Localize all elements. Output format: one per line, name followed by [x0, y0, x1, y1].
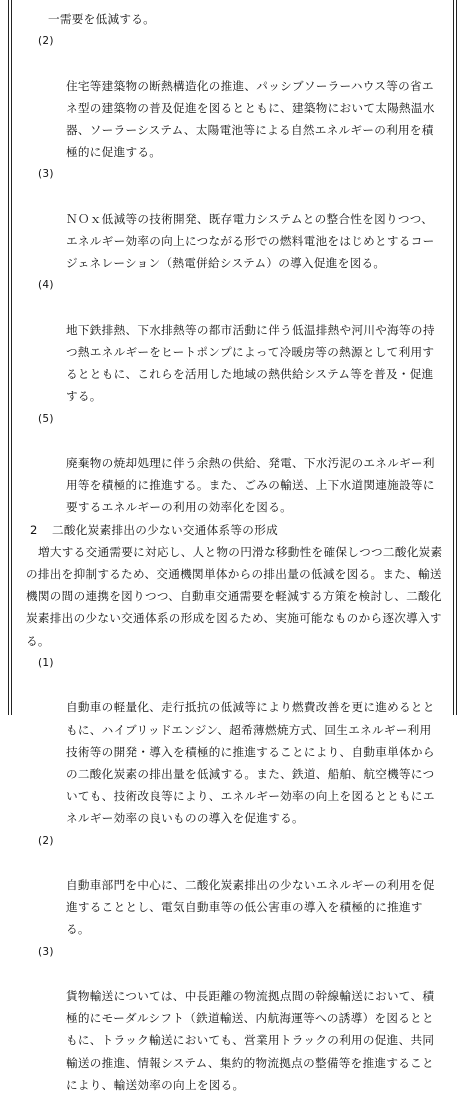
- item-text: 住宅等建築物の断熱構造化の推進、パッシブソーラーハウス等の省エネ型の建築物の普及促進を図るとともに、建築物において太陽熱温水器、ソーラーシステム、太陽電池等による自然エネルギーの利用を積極的に促進する。: [66, 78, 435, 160]
- section-number: 2: [30, 522, 38, 537]
- item-text: 廃棄物の焼却処理に伴う余熱の供給、発電、下水汚泥のエネルギー利用等を積極的に推進する。また、ごみの輸送、上下水道関連施設等に要するエネルギーの利用の効率化を図る。: [66, 456, 435, 515]
- list-item: [26, 163, 443, 274]
- list-item: [26, 274, 443, 407]
- section-intro: 増大する交通需要に対応し、人と物の円滑な移動性を確保しつつ二酸化炭素の排出を抑制するため、交通機関単体からの排出量の低減を図る。また、輸送機関の間の連携を図りつつ、自動車交通需要を軽減する方策を検討し、二酸化炭素排出の少ない交通体系の形成を図るため、実施可能なものから逐次導入する。: [26, 544, 443, 648]
- section-title: 二酸化炭素排出の少ない交通体系等の形成: [52, 522, 278, 537]
- document-body: [26, 8, 443, 1096]
- left-border-inner: [11, 0, 12, 715]
- right-border-outer: [456, 0, 457, 715]
- list-item: [26, 652, 443, 830]
- item-number: (5): [38, 412, 54, 425]
- item-text: 自動車の軽量化、走行抵抗の低減等により燃費改善を更に進めるとともに、ハイブリッドエンジン、超希薄燃焼方式、回生エネルギー利用技術等の開発・導入を積極的に推進することにより、自動車単体からの二酸化炭素の排出量を低減する。また、鉄道、船舶、航空機等についても、技術改良等により、エネルギー効率の向上を図るとともにエネルギー効率の良いものの導入を促進する。: [66, 700, 435, 826]
- item-number: (2): [38, 35, 54, 48]
- item-number: (3): [38, 168, 54, 181]
- list-item: [26, 941, 443, 1096]
- continued-text: 一需要を低減する。: [48, 12, 156, 26]
- item-text: 貨物輸送については、中長距離の物流拠点間の幹線輸送において、積極的にモーダルシフト（鉄道輸送、内航海運等への誘導）を図るとともに、トラック輸送においても、営業用トラックの利用の促進、共同輸送の推進、情報システム、集約的物流拠点の整備等を推進することにより、輸送効率の向上を図る。: [66, 988, 435, 1092]
- list-item: [26, 30, 443, 163]
- item-text: 自動車部門を中心に、二酸化炭素排出の少ないエネルギーの利用を促進することとし、電気自動車等の低公害車の導入を積極的に推進する。: [66, 877, 435, 937]
- item-number: (1): [38, 656, 54, 669]
- item-number: (3): [38, 945, 54, 958]
- item-text: 地下鉄排熱、下水排熱等の都市活動に伴う低温排熱や河川や海等の持つ熱エネルギーをヒートポンプによって冷暖房等の熱源として利用するとともに、これらを活用した地域の熱供給システム等を普及・促進する。: [66, 322, 435, 404]
- left-border-outer: [8, 0, 9, 715]
- list-item: [26, 408, 443, 519]
- item-text: ＮＯｘ低減等の技術開発、既存電力システムとの整合性を図りつつ、エネルギー効率の向上につながる形での燃料電池をはじめとするコージェネレーション（熱電併給システム）の導入促進を図る。: [66, 211, 435, 271]
- item-number: (2): [38, 834, 54, 847]
- section-heading: [26, 519, 443, 541]
- list-item: [26, 830, 443, 941]
- item-number: (4): [38, 279, 54, 292]
- right-border-inner: [453, 0, 454, 715]
- document-frame: [8, 0, 457, 1092]
